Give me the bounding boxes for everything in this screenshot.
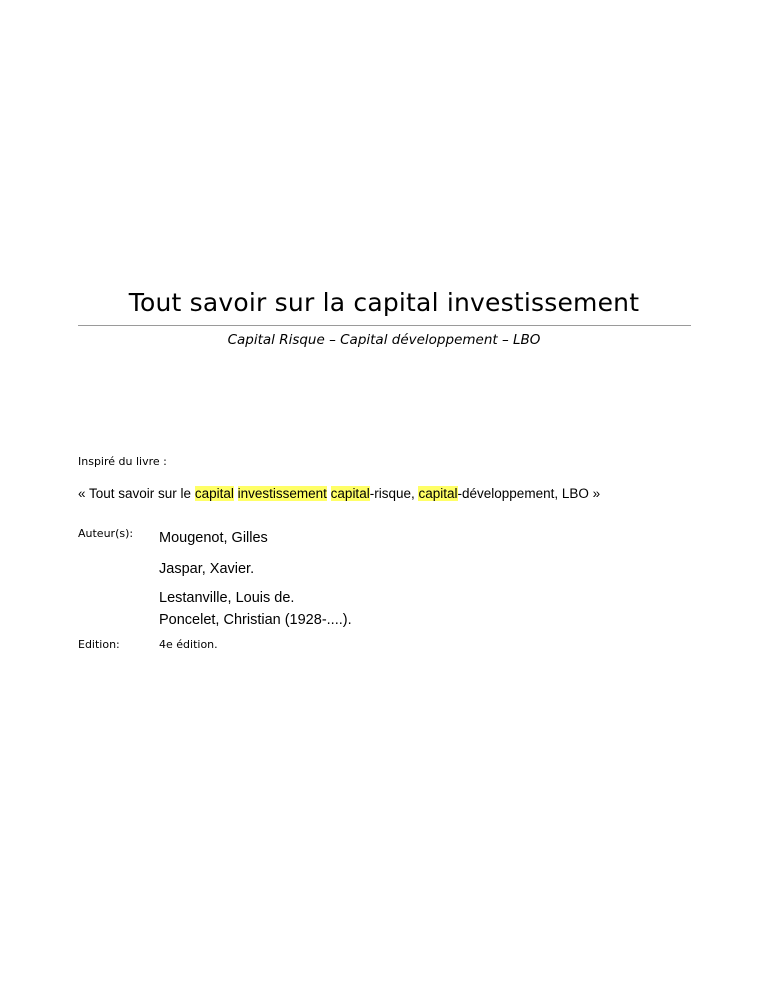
book-title xyxy=(78,483,600,505)
author-name: Jaspar, Xavier. xyxy=(159,561,255,577)
author-name: Mougenot, Gilles xyxy=(159,530,268,546)
edition-value: 4e édition. xyxy=(159,638,218,651)
author-name: Lestanville, Louis de. xyxy=(159,590,295,606)
book-title-part: -risque, xyxy=(369,486,419,501)
edition-label: Edition: xyxy=(78,638,120,651)
source-intro: Inspiré du livre : xyxy=(78,455,167,468)
authors-label: Auteur(s): xyxy=(78,527,134,540)
highlighted-term: capital xyxy=(418,486,458,501)
title-divider xyxy=(78,325,691,326)
highlighted-term: capital xyxy=(330,486,370,501)
book-title-part: « Tout savoir sur le xyxy=(78,486,195,501)
document-subtitle: Capital Risque – Capital développement – LBO xyxy=(227,332,541,348)
document-title: Tout savoir sur la capital investissement xyxy=(128,288,640,317)
highlighted-term: capital xyxy=(194,486,234,501)
book-title-part: -développement, LBO » xyxy=(457,486,601,501)
highlighted-term: investissement xyxy=(237,486,327,501)
author-name: Poncelet, Christian (1928-....). xyxy=(159,612,352,628)
